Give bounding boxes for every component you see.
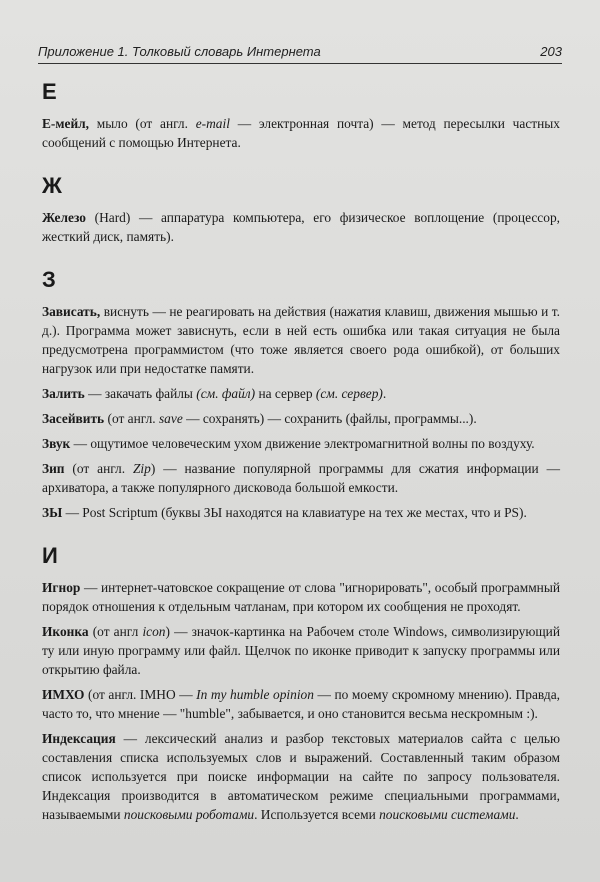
entry-text: — электронная почта) — метод пересылки частных сообщений с помощью Интернета. <box>42 116 560 150</box>
entry-italic: e-mail <box>195 116 230 131</box>
dictionary-entry <box>42 729 560 824</box>
entry-italic: поисковыми системами <box>379 807 516 822</box>
entry-text: мыло (от англ. <box>89 116 196 131</box>
section-letter: И <box>42 543 58 568</box>
entry-italic: поисковыми роботами <box>123 807 255 822</box>
dictionary-entry <box>42 409 560 428</box>
entry-term: ЗЫ <box>42 505 63 520</box>
entry-text: — закачать файлы <box>84 386 197 401</box>
entry-term: Железо <box>42 210 86 225</box>
dictionary-entry <box>42 384 560 403</box>
entry-text: . Используется всеми <box>254 807 380 822</box>
entry-text: — по моему скромному мнению). Правда, часто то, что мнение — "humble", забывается, и оно становится весьма нескромным :). <box>42 687 560 721</box>
entry-text: на сервер <box>255 386 316 401</box>
entry-text: (от англ. IMHO — <box>84 687 197 702</box>
entry-italic: (см. файл) <box>196 386 256 401</box>
dictionary-entry <box>42 503 560 522</box>
entry-text: — Post Scriptum (буквы ЗЫ находятся на клавиатуре на тех же местах, что и PS). <box>62 505 527 520</box>
entry-term: Зип <box>42 461 65 476</box>
entry-term: Звук <box>42 436 71 451</box>
entry-text: (от англ. <box>64 461 133 476</box>
entry-text: — интернет-чатовское сокращение от слова "игнорировать", особый программный порядок отношения к отдельным чатланам, при котором их сообщения не проходят. <box>42 580 560 614</box>
entry-text: . <box>515 807 519 822</box>
dictionary-entry <box>42 622 560 679</box>
section-letter: Ж <box>42 173 62 198</box>
running-header <box>38 30 562 64</box>
entry-text: (от англ. <box>104 411 159 426</box>
entry-term: Засейвить <box>42 411 105 426</box>
entry-text: ) — название популярной программы для сжатия информации — архиватора, а также популярного дисковода большой емкости. <box>42 461 560 495</box>
entry-text: виснуть — не реагировать на действия (нажатия клавиш, движения мышью и т. д.). Программа может зависнуть, если в ней есть ошибка или такая ситуация не была предусмотрена программистом (что тоже является своего рода ошибкой), от больших нагрузок или при недостатке памяти. <box>42 304 560 376</box>
entry-term: ИМХО <box>42 687 85 702</box>
entry-term: Индексация <box>42 731 116 746</box>
entry-text: . <box>382 386 387 401</box>
entry-term: Е-мейл, <box>42 116 90 131</box>
entry-term: Иконка <box>42 624 89 639</box>
section-letter: Е <box>42 79 57 104</box>
entry-text: ) — значок-картинка на Рабочем столе Windows, символизирующий ту или иную программу или файл. Щелчок по иконке приводит к запуску программы или открытию файла. <box>42 624 560 677</box>
entry-italic: Zip <box>132 461 151 476</box>
entry-text: (Hard) — аппаратура компьютера, его физическое воплощение (процессор, жесткий диск, память). <box>42 210 560 244</box>
dictionary-entry <box>42 459 560 497</box>
dictionary-entry <box>42 434 560 453</box>
page-number: 203 <box>540 44 562 59</box>
entry-italic: icon <box>142 624 166 639</box>
entry-text: — сохранять) — сохранить (файлы, программы...). <box>182 411 477 426</box>
dictionary-content <box>42 74 560 830</box>
entry-italic: In my humble opinion <box>196 687 314 702</box>
section-letter: З <box>42 267 56 292</box>
dictionary-entry <box>42 208 560 246</box>
entry-italic: save <box>158 411 183 426</box>
entry-italic: (см. сервер) <box>315 386 383 401</box>
chapter-title: Приложение 1. Толковый словарь Интернета <box>38 44 321 59</box>
entry-text: — лексический анализ и разбор текстовых материалов сайта с целью составления списка используемых слов и выражений. Составленный таким образом список используется при поиске информации на сайте по запросу пользователя. Индексация производится в автоматическом режиме специальными программами, называемыми <box>42 731 560 822</box>
entry-term: Зависать, <box>42 304 101 319</box>
entry-term: Залить <box>42 386 85 401</box>
dictionary-entry <box>42 578 560 616</box>
dictionary-entry <box>42 685 560 723</box>
dictionary-entry <box>42 114 560 152</box>
entry-text: (от англ <box>88 624 143 639</box>
entry-text: — ощутимое человеческим ухом движение электромагнитной волны по воздуху. <box>70 436 535 451</box>
entry-term: Игнор <box>42 580 81 595</box>
dictionary-entry <box>42 302 560 378</box>
